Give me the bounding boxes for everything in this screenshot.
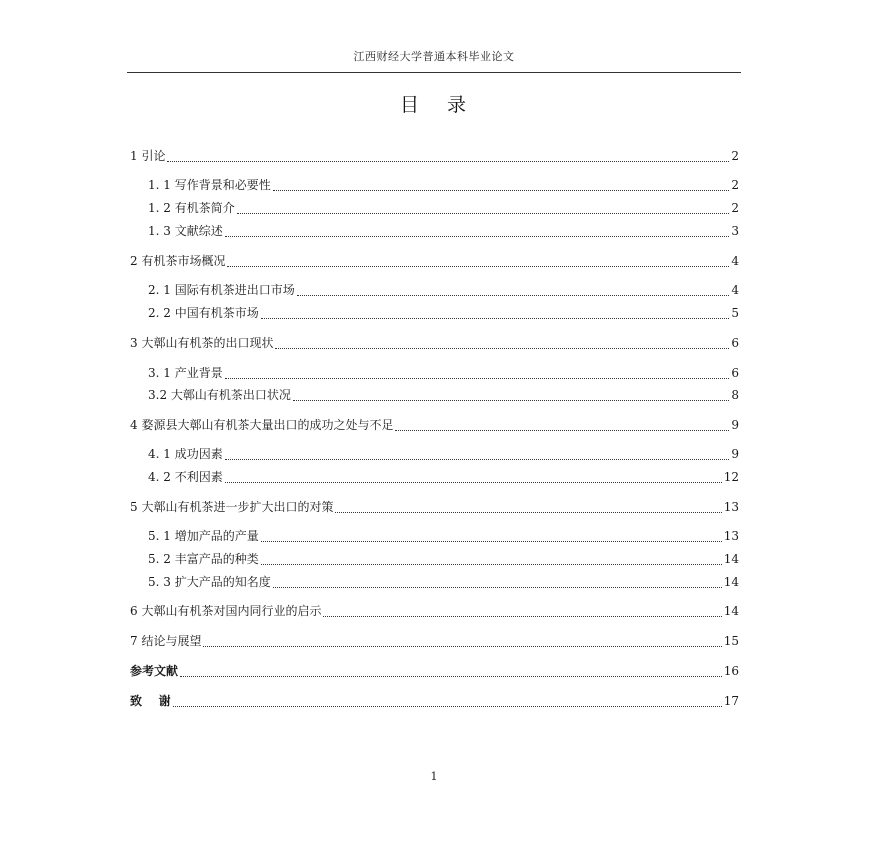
- toc-entry-page: 13: [723, 500, 739, 514]
- toc-entry-label: 1. 2 有机茶简介: [148, 201, 235, 215]
- toc-leader-dots: [395, 429, 729, 431]
- toc-entry-page: 14: [723, 604, 739, 618]
- toc-entry[interactable]: [130, 602, 739, 622]
- toc-leader-dots: [225, 481, 722, 483]
- toc-entry-label: 6 大鄣山有机茶对国内同行业的启示: [130, 604, 322, 618]
- toc-leader-dots: [173, 705, 722, 707]
- toc-entry-label: 2 有机茶市场概况: [130, 254, 226, 268]
- toc-leader-dots: [225, 377, 729, 379]
- toc-leader-dots: [273, 189, 729, 191]
- toc-leader-dots: [227, 265, 729, 267]
- toc-entry-page: 13: [723, 529, 739, 543]
- toc-leader-dots: [297, 294, 729, 296]
- toc-entry[interactable]: [148, 550, 739, 570]
- toc-leader-dots: [275, 347, 729, 349]
- toc-leader-dots: [261, 540, 722, 542]
- toc-entry[interactable]: [130, 147, 739, 167]
- toc-entry[interactable]: [130, 416, 739, 436]
- toc-entry-page: 6: [731, 366, 739, 380]
- toc-leader-dots: [167, 160, 729, 162]
- toc-entry-page: 2: [731, 178, 739, 192]
- toc-entry-label: 4. 2 不利因素: [148, 470, 223, 484]
- toc-entry-page: 8: [731, 388, 739, 402]
- toc-entry-label: 3. 1 产业背景: [148, 366, 223, 380]
- toc-title-left: 目: [399, 94, 421, 116]
- toc-title-right: 录: [447, 94, 469, 116]
- toc-entry-label: 5. 3 扩大产品的知名度: [148, 575, 271, 589]
- toc-entry-label: 2. 2 中国有机茶市场: [148, 306, 259, 320]
- toc-entry-page: 9: [731, 418, 739, 432]
- toc-leader-dots: [293, 399, 729, 401]
- toc-entry[interactable]: [148, 176, 739, 196]
- toc-entry-page: 3: [731, 224, 739, 238]
- toc-leader-dots: [335, 511, 721, 513]
- toc-entry-page: 14: [723, 575, 739, 589]
- toc-entry-page: 4: [731, 283, 739, 297]
- toc-leader-dots: [203, 645, 721, 647]
- toc-leader-dots: [323, 615, 721, 617]
- toc-entry-label: 1. 1 写作背景和必要性: [148, 178, 271, 192]
- toc-entry-page: 15: [723, 634, 739, 648]
- toc-entry-page: 14: [723, 552, 739, 566]
- toc-leader-dots: [261, 317, 729, 319]
- toc-entry-page: 2: [731, 149, 739, 163]
- toc-leader-dots: [261, 563, 722, 565]
- toc-leader-dots: [237, 212, 729, 214]
- page-number: 1: [430, 770, 438, 783]
- toc-entry[interactable]: [130, 632, 739, 652]
- toc-entry[interactable]: [130, 334, 739, 354]
- toc-entry-label: 1. 3 文献综述: [148, 224, 223, 238]
- toc-entry[interactable]: [148, 304, 739, 324]
- toc-entry-page: 9: [731, 447, 739, 461]
- toc-leader-dots: [225, 458, 729, 460]
- toc-entry-page: 17: [723, 694, 739, 708]
- toc-entry[interactable]: [130, 252, 739, 272]
- toc-entry[interactable]: [148, 199, 739, 219]
- toc-entry[interactable]: [148, 445, 739, 465]
- toc-entry-page: 4: [731, 254, 739, 268]
- toc-entry-label: 3.2 大鄣山有机茶出口状况: [148, 388, 291, 402]
- toc-entry[interactable]: [148, 364, 739, 384]
- toc-entry-label: 1 引论: [130, 149, 166, 163]
- toc-entry-label: 5. 2 丰富产品的种类: [148, 552, 259, 566]
- toc-entry-label: 3 大鄣山有机茶的出口现状: [130, 336, 274, 350]
- toc-entry-label: 5. 1 增加产品的产量: [148, 529, 259, 543]
- toc-entry-page: 2: [731, 201, 739, 215]
- toc-entry-label: 7 结论与展望: [130, 634, 202, 648]
- running-header: 江西财经大学普通本科毕业论文: [353, 50, 515, 63]
- toc-title: [127, 90, 741, 117]
- toc-entry-page: 16: [723, 664, 739, 678]
- toc-entry-label: 参考文献: [130, 664, 179, 678]
- toc-entry-label: 4 婺源县大鄣山有机茶大量出口的成功之处与不足: [130, 418, 394, 432]
- toc-entry-page: 6: [731, 336, 739, 350]
- toc-entry-label: 5 大鄣山有机茶进一步扩大出口的对策: [130, 500, 334, 514]
- toc-leader-dots: [180, 675, 722, 677]
- toc-entry[interactable]: [148, 573, 739, 593]
- toc-entry[interactable]: [148, 386, 739, 406]
- header-rule: [127, 72, 741, 73]
- toc-entry-page: 12: [723, 470, 739, 484]
- toc-entry[interactable]: [130, 498, 739, 518]
- toc-entry-label: 致 谢: [130, 694, 171, 708]
- toc-entry[interactable]: [130, 662, 739, 682]
- toc-entry[interactable]: [148, 468, 739, 488]
- toc-entry-label: 4. 1 成功因素: [148, 447, 223, 461]
- toc-leader-dots: [273, 586, 722, 588]
- toc-entry[interactable]: [148, 281, 739, 301]
- toc-entry[interactable]: [130, 692, 739, 712]
- toc-entry[interactable]: [148, 222, 739, 242]
- toc-leader-dots: [225, 235, 729, 237]
- toc-entry-page: 5: [731, 306, 739, 320]
- toc-entry-label: 2. 1 国际有机茶进出口市场: [148, 283, 295, 297]
- toc-entry[interactable]: [148, 527, 739, 547]
